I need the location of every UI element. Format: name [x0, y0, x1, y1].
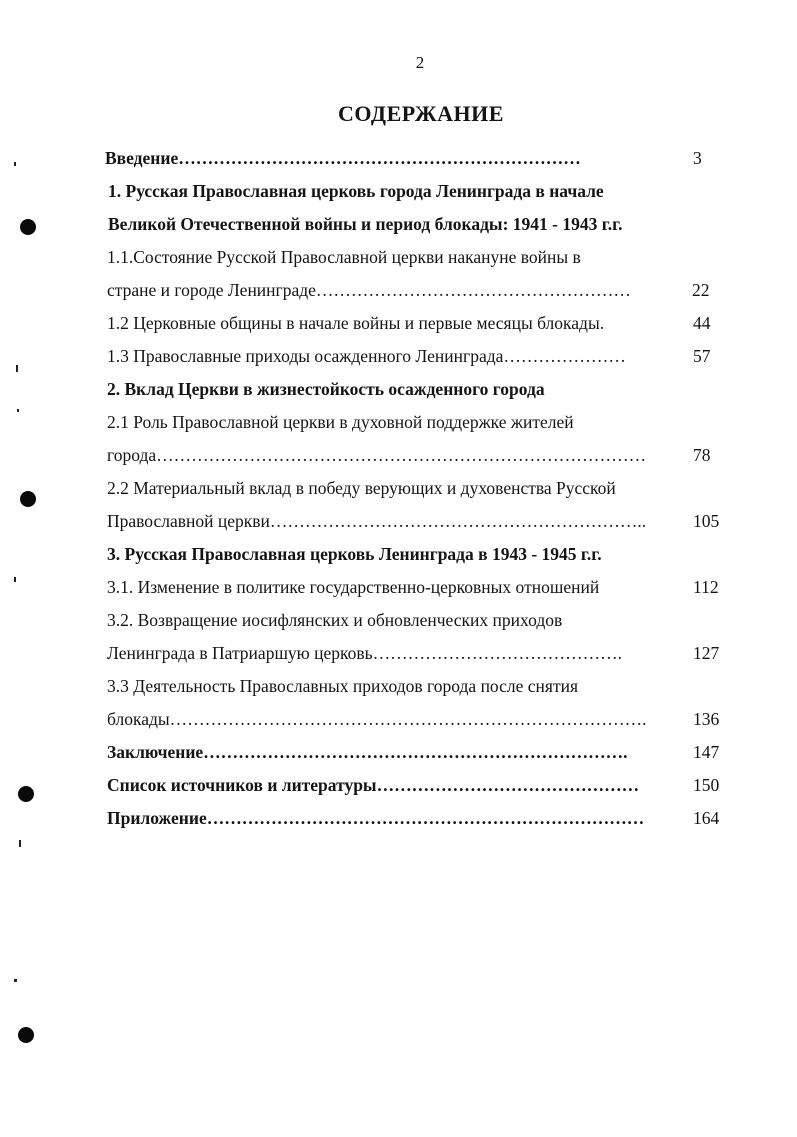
- toc-s32-page: 127: [693, 643, 720, 663]
- toc-intro-text: Введение……………………………………………………………: [105, 148, 581, 168]
- binder-hole: [20, 219, 36, 235]
- toc-s32-line1: 3.2. Возвращение иосифлянских и обновленческих приходов: [107, 610, 563, 630]
- toc-s21-line2: города…………………………………………………………………………: [107, 445, 647, 465]
- toc-ch3: 3. Русская Православная церковь Ленинграда в 1943 - 1945 г.г.: [107, 544, 602, 564]
- toc-s22-page: 105: [693, 511, 720, 531]
- toc-s33-line2: блокады……………………………………………………………………….: [107, 709, 647, 729]
- toc-sources-page: 150: [693, 775, 720, 795]
- toc-intro-page: 3: [693, 148, 702, 168]
- toc-sources-text: Список источников и литературы………………………………………: [107, 775, 640, 795]
- toc-s32-line2: Ленинграда в Патриаршую церковь…………………………………….: [107, 643, 622, 663]
- toc-s12-page: 44: [693, 313, 711, 333]
- toc-s11-page: 22: [692, 280, 710, 300]
- toc-s33-page: 136: [693, 709, 720, 729]
- toc-conclusion-text: Заключение……………………………………………………………….: [107, 742, 628, 762]
- scan-speck: [19, 840, 21, 847]
- page-title: СОДЕРЖАНИЕ: [338, 101, 504, 126]
- scan-speck: [16, 365, 18, 372]
- toc-s11-line2: стране и городе Ленинграде………………………………………………: [107, 280, 631, 300]
- scan-speck: [14, 162, 16, 166]
- toc-s21-line1: 2.1 Роль Православной церкви в духовной поддержке жителей: [107, 412, 574, 432]
- toc-s13-page: 57: [693, 346, 711, 366]
- toc-s33-line1: 3.3 Деятельность Православных приходов города после снятия: [107, 676, 579, 696]
- toc-s22-line2: Православной церкви………………………………………………………..: [107, 511, 647, 531]
- toc-ch2: 2. Вклад Церкви в жизнестойкость осажденного города: [107, 379, 545, 399]
- toc-s21-page: 78: [693, 445, 711, 465]
- toc-s22-line1: 2.2 Материальный вклад в победу верующих и духовенства Русской: [107, 478, 616, 498]
- toc-appendix-page: 164: [693, 808, 720, 828]
- toc-s31-page: 112: [693, 577, 719, 597]
- toc-ch1-line1: 1. Русская Православная церковь города Ленинграда в начале: [108, 181, 604, 201]
- toc-ch1-line2: Великой Отечественной войны и период блокады: 1941 - 1943 г.г.: [108, 214, 623, 234]
- toc-conclusion-page: 147: [693, 742, 720, 762]
- toc-appendix-text: Приложение…………………………………………………………………: [107, 808, 645, 828]
- toc-s12-text: 1.2 Церковные общины в начале войны и первые месяцы блокады.: [107, 313, 605, 333]
- binder-hole: [20, 491, 36, 507]
- scan-speck: [14, 577, 16, 582]
- toc-s11-line1: 1.1.Состояние Русской Православной церкви накануне войны в: [107, 247, 581, 267]
- page-number: 2: [415, 53, 425, 72]
- scan-speck: [14, 979, 17, 982]
- toc-s31-text: 3.1. Изменение в политике государственно-церковных отношений: [107, 577, 600, 597]
- binder-hole: [18, 786, 34, 802]
- toc-s13-text: 1.3 Православные приходы осажденного Ленинграда…………………: [107, 346, 626, 366]
- binder-hole: [18, 1027, 34, 1043]
- scan-speck: [17, 409, 19, 412]
